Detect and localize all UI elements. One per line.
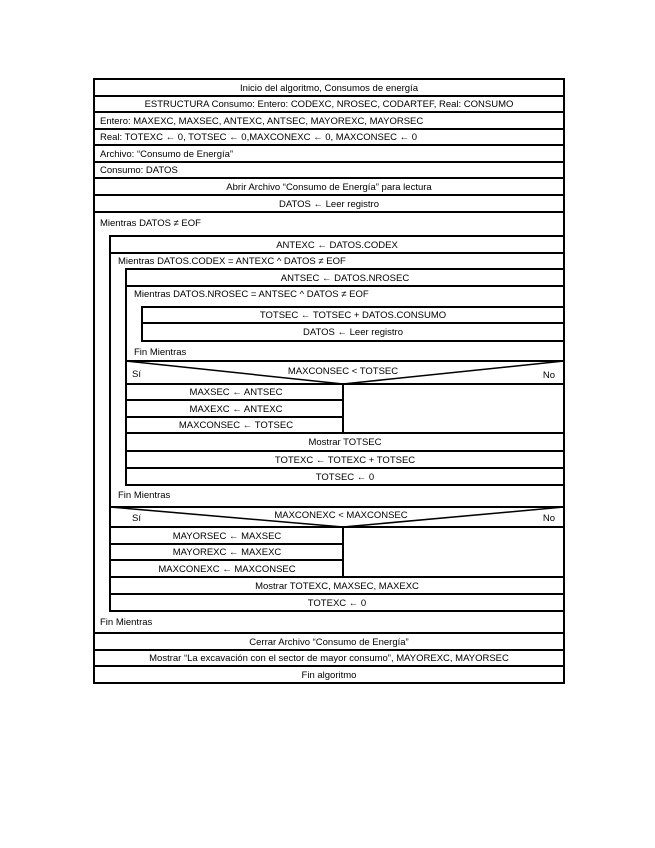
mayorexc-text: MAYOREXC ← MAXEXC [172,547,282,558]
middle-loop-end: Fin Mientras [118,490,171,501]
decision-2-no: No [542,513,555,524]
antexc-text: ANTEXC ← DATOS.CODEX [276,240,398,251]
inner-loop-label: Mientras DATOS.NROSEC = ANTSEC ^ DATOS ≠ EOF [134,289,369,300]
mostrar-totsec-text: Mostrar TOTSEC [308,437,382,448]
middle-loop-body [126,269,564,485]
cerrar-text: Cerrar Archivo “Consumo de Energía” [249,637,409,648]
outer-loop-end: Fin Mientras [100,617,153,628]
leer-registro-2-text: DATOS ← Leer registro [303,327,403,338]
archivo-text: Archivo: “Consumo de Energía” [100,149,234,160]
decision-2-yes: Sí [132,513,141,524]
abrir-text: Abrir Archivo “Consumo de Energía” para lectura [226,182,432,193]
middle-loop-label: Mientras DATOS.CODEX = ANTEXC ^ DATOS ≠ EOF [118,256,346,267]
real-text: Real: TOTEXC ← 0, TOTSEC ← 0,MAXCONEXC ← 0, MAXCONSEC ← 0 [100,132,418,143]
maxconexc-text: MAXCONEXC ← MAXCONSEC [158,564,296,575]
mostrar-totexc-text: Mostrar TOTEXC, MAXSEC, MAXEXC [255,581,419,592]
decision-2-condition: MAXCONEXC < MAXCONSEC [274,510,408,521]
decision-1-no: No [542,370,555,381]
mayorsec-text: MAYORSEC ← MAXSEC [172,531,282,542]
estructura-text: ESTRUCTURA Consumo: Entero: CODEXC, NROSEC, CODARTEF, Real: CONSUMO [144,99,514,110]
inner-loop-end: Fin Mientras [134,347,187,358]
mostrar-final-text: Mostrar “La excavación con el sector de mayor consumo”, MAYOREXC, MAYORSEC [149,653,509,664]
antsec-text: ANTSEC ← DATOS.NROSEC [280,273,410,284]
outer-loop-label: Mientras DATOS ≠ EOF [100,218,201,229]
maxsec-text: MAXSEC ← ANTSEC [189,387,283,398]
leer-registro-text: DATOS ← Leer registro [279,199,379,210]
totsec-reset-text: TOTSEC ← 0 [315,472,375,483]
fin-text: Fin algoritmo [301,670,357,681]
maxexc-text: MAXEXC ← ANTEXC [189,404,283,415]
totsec-sum-text: TOTSEC ← TOTSEC + DATOS.CONSUMO [259,310,447,321]
inicio-text: Inicio del algoritmo, Consumos de energía [240,83,418,94]
totexc-sum-text: TOTEXC ← TOTEXC + TOTSEC [274,455,416,466]
maxconsec-text: MAXCONSEC ← TOTSEC [178,420,294,431]
decision-1-yes: Sí [132,369,141,380]
totexc-reset-text: TOTEXC ← 0 [307,598,367,609]
decision-1-condition: MAXCONSEC < TOTSEC [287,366,399,377]
consumo-text: Consumo: DATOS [100,165,178,176]
entero-text: Entero: MAXEXC, MAXSEC, ANTEXC, ANTSEC, MAYOREXC, MAYORSEC [100,116,424,127]
